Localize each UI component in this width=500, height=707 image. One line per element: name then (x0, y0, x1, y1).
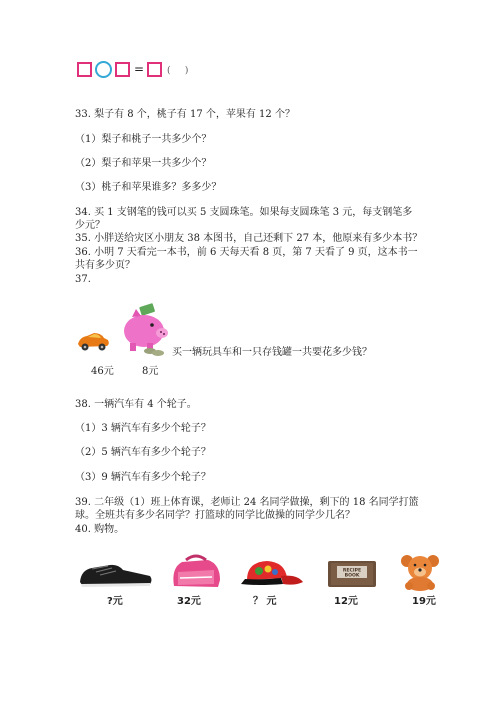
q40-number: 40. 购物。 (75, 524, 125, 535)
q36-text: 36. 小明 7 天看完一本书，前 6 天每天看 8 页，第 7 天看了 9 页，这本书一共有多少页？ (75, 247, 418, 271)
q35-text: 35. 小胖送给灾区小朋友 38 本图书，自己还剩下 27 本，他原来有多少本书？ (75, 233, 423, 244)
book-cover-line2: BOOK (344, 573, 360, 579)
recipe-book-icon (327, 560, 379, 588)
q38-stem: 38. 一辆汽车有 4 个轮子。 (75, 399, 197, 410)
answer-paren: ( ) (167, 66, 189, 76)
q33-sub2: （2）梨子和苹果一共多少个？ (75, 158, 212, 169)
car-price: 46元 (91, 366, 114, 377)
q38-sub2: （2）5 辆汽车有多少个轮子？ (75, 447, 211, 458)
q33-sub3: （3）桃子和苹果谁多？多多少？ (75, 182, 222, 193)
book-price: 12元 (334, 596, 358, 607)
backpack-price: 32元 (177, 596, 201, 607)
shoes-icon (78, 560, 153, 588)
answer-box-2 (115, 62, 130, 77)
operator-circle (95, 61, 112, 78)
cap-icon (237, 558, 305, 588)
q37-question: 买一辆玩具车和一只存钱罐一共要花多少钱？ (172, 347, 372, 358)
q38-sub1: （1）3 辆汽车有多少个轮子？ (75, 423, 211, 434)
backpack-icon (168, 556, 224, 590)
shoes-price: ?元 (107, 596, 123, 607)
q33-stem: 33. 梨子有 8 个，桃子有 17 个，苹果有 12 个？ (75, 109, 295, 120)
bear-price: 19元 (412, 596, 436, 607)
equals-sign: = (134, 62, 145, 76)
q33-sub1: （1）梨子和桃子一共多少个？ (75, 134, 212, 145)
answer-box-1 (77, 62, 92, 77)
teddy-bear-icon (398, 553, 442, 591)
q39-text: 39. 二年级（1）班上体育课，老师让 24 名同学做操，剩下的 18 名同学打篮球。全班共有多少名同学？打篮球的同学比做操的同学少几名？ (75, 497, 419, 521)
q38-sub3: （3）9 辆汽车有多少个轮子？ (75, 472, 211, 483)
book-cover-line1: RECIPE (342, 568, 362, 574)
piggy-bank-icon (120, 303, 172, 359)
answer-box-3 (147, 62, 162, 77)
toy-car-icon (76, 330, 110, 352)
q34-text: 34. 买 1 支钢笔的钱可以买 5 支圆珠笔。如果每支圆珠笔 3 元，每支钢笔多少元？ (75, 207, 413, 231)
cap-price: ？ 元 (253, 596, 277, 607)
q37-number: 37. (75, 274, 91, 285)
piggy-price: 8元 (142, 366, 159, 377)
